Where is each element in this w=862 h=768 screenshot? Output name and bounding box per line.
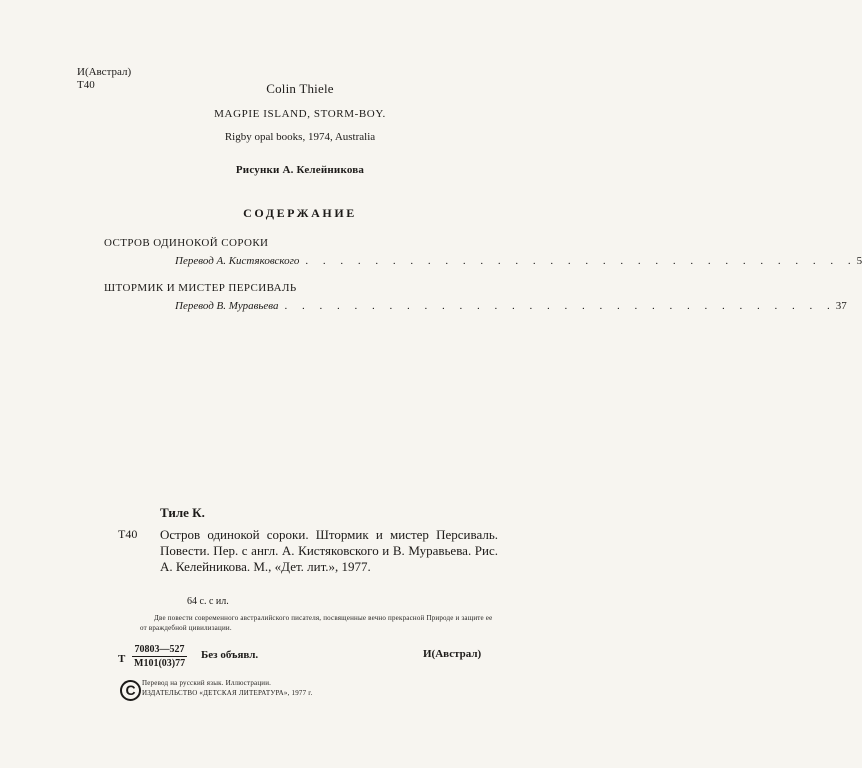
catalog-call-number: Т40 <box>118 527 138 541</box>
toc-entry-row <box>175 300 847 312</box>
original-author: Colin Thiele <box>266 81 334 96</box>
original-title: MAGPIE ISLAND, STORM-BOY. <box>214 108 386 120</box>
copyright-notice <box>142 678 313 698</box>
catalog-code-numerator: 70803—527 <box>132 643 187 657</box>
udc-line-1: И(Австрал) <box>77 66 132 78</box>
catalog-description: Остров одинокой сороки. Штормик и мистер Персиваль. Повести. Пер. с англ. А. Кистяковского и В. Муравьева. Рис. А. Келейникова. М., «Дет. лит.», 1977. <box>160 527 498 574</box>
catalog-code-fraction <box>132 643 187 670</box>
toc-entry-title: ОСТРОВ ОДИНОКОЙ СОРОКИ <box>104 237 269 249</box>
toc-page-number: 5 <box>856 255 862 267</box>
toc-entry-row <box>175 255 862 267</box>
toc-heading: СОДЕРЖАНИЕ <box>243 206 357 220</box>
copyright-line-1: Перевод на русский язык. Иллюстрации. <box>142 679 272 687</box>
original-publisher: Rigby opal books, 1974, Australia <box>224 131 376 143</box>
copyright-icon: C <box>120 680 141 701</box>
toc-translator: Перевод В. Муравьева <box>175 300 279 312</box>
toc-leader-dots: . . . . . . . . . . . . . . . . . . . . . . . . . . . . . . . . <box>305 255 857 267</box>
toc-page-number: 37 <box>835 300 847 312</box>
price-note: Без объявл. <box>201 649 259 661</box>
illustrator-credit: Рисунки А. Келейникова <box>235 164 365 176</box>
catalog-code-denominator: М101(03)77 <box>134 658 186 669</box>
copyright-line-2: ИЗДАТЕЛЬСТВО «ДЕТСКАЯ ЛИТЕРАТУРА», 1977 г. <box>142 689 313 697</box>
udc-line-2: Т40 <box>77 79 95 91</box>
catalog-code-letter: Т <box>118 653 126 665</box>
catalog-extent: 64 с. с ил. <box>187 596 229 607</box>
catalog-annotation: Две повести современного австралийского писателя, посвященные вечно прекрасной Природе и защите ее от враждебной цивилизации. <box>140 614 493 632</box>
toc-translator: Перевод А. Кистяковского <box>175 255 300 267</box>
toc-leader-dots: . . . . . . . . . . . . . . . . . . . . . . . . . . . . . . . . <box>284 300 836 312</box>
toc-entry-title: ШТОРМИК И МИСТЕР ПЕРСИВАЛЬ <box>104 282 297 294</box>
catalog-author: Тиле К. <box>160 505 205 520</box>
catalog-udc: И(Австрал) <box>423 648 482 660</box>
